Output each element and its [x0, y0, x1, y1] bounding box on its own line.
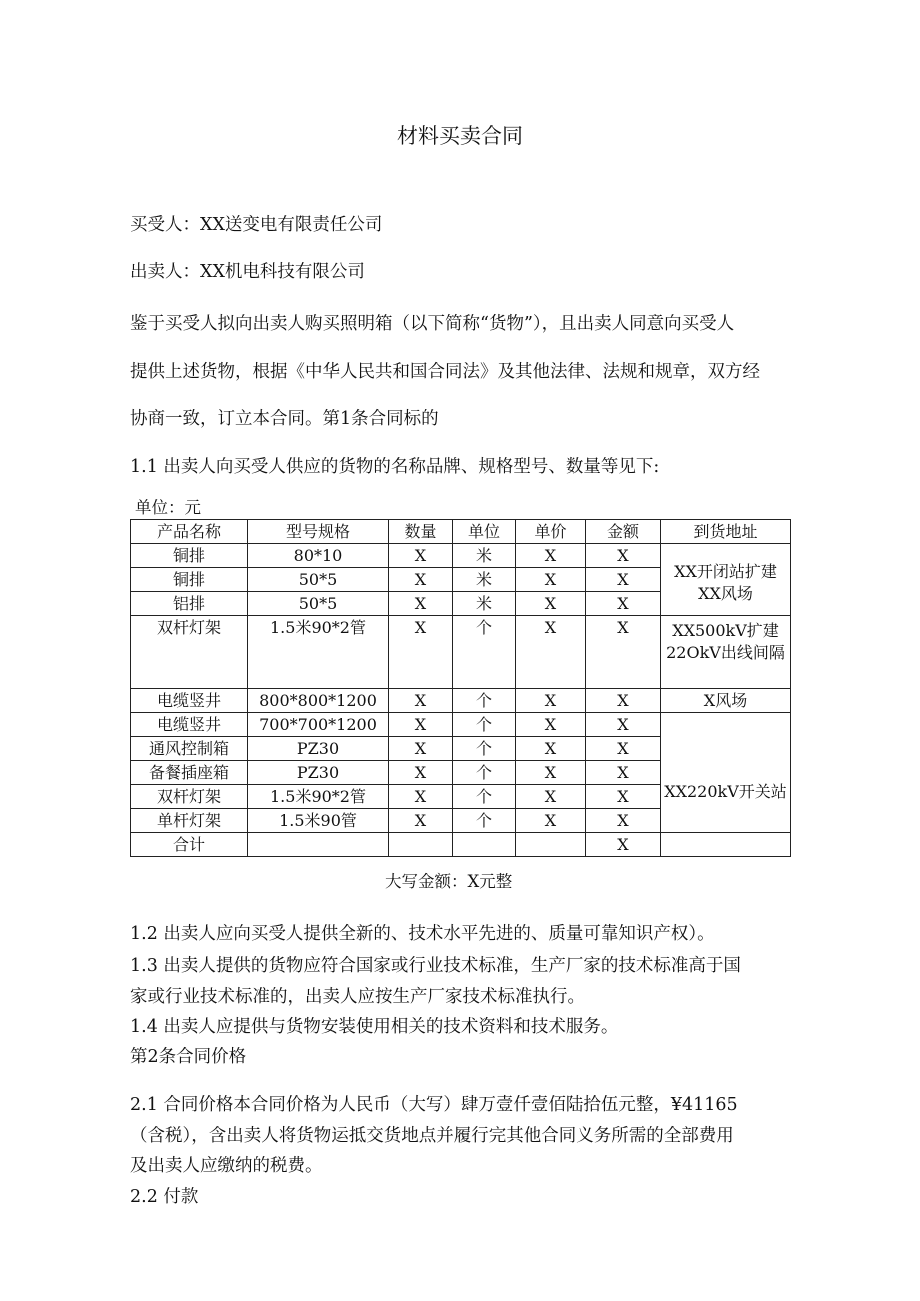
cell-price: X	[516, 761, 586, 785]
cell-amount: X	[586, 592, 661, 616]
cell-price: X	[516, 713, 586, 737]
header-delivery-address: 到货地址	[661, 520, 791, 544]
cell-spec: 1.5米90*2管	[248, 785, 389, 809]
cell-qty: X	[389, 568, 453, 592]
seller-line: 出卖人：XX机电科技有限公司	[130, 262, 365, 282]
cell-unit: 米	[453, 592, 516, 616]
cell-qty: X	[389, 544, 453, 568]
clause-1-4: 1.4 出卖人应提供与货物安装使用相关的技术资料和技术服务。	[130, 1017, 619, 1037]
cell-total-amount: X	[586, 833, 661, 857]
cell-name: 铝排	[131, 592, 248, 616]
clause-2-1-line-1: 2.1 合同价格本合同价格为人民币（大写）肆万壹仟壹佰陆拾伍元整，¥41165	[130, 1095, 738, 1115]
cell-amount: X	[586, 568, 661, 592]
cell-spec: 80*10	[248, 544, 389, 568]
cell-qty: X	[389, 592, 453, 616]
header-unit-price: 单价	[516, 520, 586, 544]
cell-amount: X	[586, 809, 661, 833]
cell-price: X	[516, 689, 586, 713]
cell-spec: 1.5米90*2管	[248, 616, 389, 689]
cell-name: 铜排	[131, 568, 248, 592]
cell-amount: X	[586, 616, 661, 689]
intro-line-2: 提供上述货物，根据《中华人民共和国合同法》及其他法律、法规和规章，双方经	[130, 362, 760, 382]
table-header-row	[131, 520, 791, 544]
cell-name: 通风控制箱	[131, 737, 248, 761]
cell-unit: 个	[453, 737, 516, 761]
cell-unit: 米	[453, 544, 516, 568]
cell-name: 电缆竖井	[131, 713, 248, 737]
cell-price: X	[516, 737, 586, 761]
cell-qty: X	[389, 737, 453, 761]
cell-qty: X	[389, 785, 453, 809]
intro-line-1: 鉴于买受人拟向出卖人购买照明箱（以下简称“货物”），且出卖人同意向买受人	[130, 314, 735, 334]
cell-name: 双杆灯架	[131, 616, 248, 689]
cell-empty	[389, 833, 453, 857]
article-2-heading: 第2条合同价格	[130, 1047, 247, 1067]
cell-empty	[516, 833, 586, 857]
cell-address-1: XX开闭站扩建XX风场	[661, 544, 791, 616]
cell-amount: X	[586, 544, 661, 568]
cell-amount: X	[586, 737, 661, 761]
header-product-name: 产品名称	[131, 520, 248, 544]
cell-name: 单杆灯架	[131, 809, 248, 833]
goods-table	[130, 519, 791, 857]
cell-qty: X	[389, 616, 453, 689]
cell-price: X	[516, 568, 586, 592]
table-row	[131, 544, 791, 568]
cell-qty: X	[389, 689, 453, 713]
cell-unit: 个	[453, 713, 516, 737]
unit-note: 单位：元	[135, 498, 201, 517]
cell-price: X	[516, 785, 586, 809]
cell-unit: 个	[453, 761, 516, 785]
cell-amount: X	[586, 713, 661, 737]
cell-spec: PZ30	[248, 737, 389, 761]
cell-qty: X	[389, 761, 453, 785]
cell-amount: X	[586, 785, 661, 809]
header-quantity: 数量	[389, 520, 453, 544]
cell-name: 铜排	[131, 544, 248, 568]
cell-unit: 个	[453, 616, 516, 689]
header-amount: 金额	[586, 520, 661, 544]
table-row	[131, 616, 791, 689]
clause-1-3-line-2: 家或行业技术标准的，出卖人应按生产厂家技术标准执行。	[130, 987, 585, 1007]
cell-spec: 50*5	[248, 592, 389, 616]
clause-2-1-line-2: （含税），含出卖人将货物运抵交货地点并履行完其他合同义务所需的全部费用	[130, 1126, 734, 1146]
table-row	[131, 713, 791, 737]
table-total-row	[131, 833, 791, 857]
table-row	[131, 689, 791, 713]
header-unit: 单位	[453, 520, 516, 544]
clause-2-2: 2.2 付款	[130, 1187, 199, 1207]
intro-line-3: 协商一致，订立本合同。第1条合同标的	[130, 409, 439, 429]
cell-empty	[453, 833, 516, 857]
cell-name: 备餐插座箱	[131, 761, 248, 785]
document-title: 材料买卖合同	[397, 124, 523, 148]
cell-spec: 800*800*1200	[248, 689, 389, 713]
cell-address-4: XX220kV开关站	[661, 713, 791, 833]
clause-1-3-line-1: 1.3 出卖人提供的货物应符合国家或行业技术标准，生产厂家的技术标准高于国	[130, 956, 741, 976]
clause-2-1-line-3: 及出卖人应缴纳的税费。	[130, 1156, 323, 1176]
cell-price: X	[516, 544, 586, 568]
cell-unit: 个	[453, 809, 516, 833]
cell-amount: X	[586, 761, 661, 785]
cell-name: 电缆竖井	[131, 689, 248, 713]
cell-unit: 个	[453, 689, 516, 713]
cell-spec: 700*700*1200	[248, 713, 389, 737]
cell-spec: 50*5	[248, 568, 389, 592]
clause-1-1: 1.1 出卖人向买受人供应的货物的名称品牌、规格型号、数量等见下:	[130, 457, 660, 477]
header-model-spec: 型号规格	[248, 520, 389, 544]
cell-price: X	[516, 809, 586, 833]
cell-unit: 米	[453, 568, 516, 592]
cell-qty: X	[389, 713, 453, 737]
clause-1-2: 1.2 出卖人应向买受人提供全新的、技术水平先进的、质量可靠知识产权）。	[130, 924, 715, 944]
cell-name: 双杆灯架	[131, 785, 248, 809]
cell-empty	[661, 833, 791, 857]
cell-qty: X	[389, 809, 453, 833]
cell-spec: 1.5米90管	[248, 809, 389, 833]
buyer-line: 买受人：XX送变电有限责任公司	[130, 215, 383, 235]
cell-total-label: 合计	[131, 833, 248, 857]
cell-price: X	[516, 616, 586, 689]
capital-amount: 大写金额：X元整	[385, 872, 513, 891]
cell-unit: 个	[453, 785, 516, 809]
cell-address-3: X风场	[661, 689, 791, 713]
cell-address-2: XX500kV扩建22OkV出线间隔	[661, 616, 791, 689]
cell-empty	[248, 833, 389, 857]
cell-price: X	[516, 592, 586, 616]
cell-amount: X	[586, 689, 661, 713]
cell-spec: PZ30	[248, 761, 389, 785]
